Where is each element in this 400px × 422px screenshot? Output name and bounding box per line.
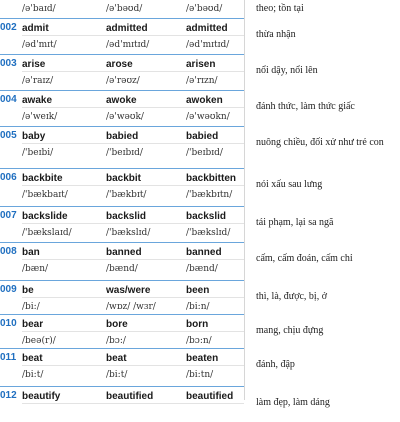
meaning: đánh, đập xyxy=(256,359,295,370)
verb-past: babied xyxy=(106,131,139,142)
table-row xyxy=(0,280,400,316)
row-number: 005 xyxy=(0,130,17,141)
ipa-pp: /bænd/ xyxy=(186,264,218,274)
table-row xyxy=(0,206,400,242)
verb-past: beautified xyxy=(106,391,154,402)
verb-base: admit xyxy=(22,23,49,34)
verb-base: backbite xyxy=(22,173,63,184)
row-top-rule xyxy=(0,168,244,169)
ipa-pp: /bɔ:n/ xyxy=(186,336,212,346)
row-mid-rule xyxy=(22,297,244,298)
row-top-rule xyxy=(0,18,244,19)
ipa-past: /bi:t/ xyxy=(106,370,128,380)
ipa-pp: /bi:n/ xyxy=(186,302,210,312)
table-row xyxy=(0,386,400,422)
ipa-pp: /'bækslɪd/ xyxy=(186,228,231,238)
ipa-pp: /'beɪbɪd/ xyxy=(186,148,223,158)
row-mid-rule xyxy=(22,259,244,260)
verb-past: banned xyxy=(106,247,142,258)
ipa-past: /ə'wəʊk/ xyxy=(106,112,144,122)
table-row xyxy=(0,126,400,162)
verb-past: beat xyxy=(106,353,127,364)
row-mid-rule xyxy=(22,35,244,36)
row-top-rule xyxy=(0,206,244,207)
row-top-rule xyxy=(0,314,244,315)
meaning: nổi dậy, nổi lên xyxy=(256,65,318,76)
row-top-rule xyxy=(0,280,244,281)
table-row xyxy=(0,168,400,204)
ipa-base: /'bækbaɪt/ xyxy=(22,190,68,200)
verb-base: beat xyxy=(22,353,43,364)
verb-base: ban xyxy=(22,247,40,258)
row-mid-rule xyxy=(22,143,244,144)
row-top-rule xyxy=(0,386,244,387)
table-row xyxy=(0,54,400,90)
meaning: tái phạm, lại sa ngã xyxy=(256,217,334,228)
table-row xyxy=(0,18,400,54)
ipa-past: /wɒz/ /wɜr/ xyxy=(106,302,156,312)
verb-base: be xyxy=(22,285,34,296)
verb-past: admitted xyxy=(106,23,148,34)
table-row-top xyxy=(0,0,400,17)
ipa-base: /ə'weɪk/ xyxy=(22,112,58,122)
ipa-base: /ə'baɪd/ xyxy=(22,4,56,14)
row-number: 008 xyxy=(0,246,17,257)
verb-past-participle: banned xyxy=(186,247,222,258)
ipa-base: /beə(r)/ xyxy=(22,336,56,346)
row-number: 003 xyxy=(0,58,17,69)
row-mid-rule xyxy=(22,365,244,366)
meaning: mang, chịu đựng xyxy=(256,325,324,336)
ipa-base: /bi:t/ xyxy=(22,370,44,380)
verb-past-participle: born xyxy=(186,319,209,330)
row-mid-rule xyxy=(22,223,244,224)
row-mid-rule xyxy=(22,185,244,186)
ipa-base: /'bækslaɪd/ xyxy=(22,228,72,238)
row-top-rule xyxy=(0,54,244,55)
ipa-base: /əd'mɪt/ xyxy=(22,40,57,50)
ipa-pp: /ə'bəʊd/ xyxy=(186,4,223,14)
meaning: theo; tồn tại xyxy=(256,3,304,14)
verb-past-participle: backslid xyxy=(186,211,227,222)
ipa-past: /'bækslɪd/ xyxy=(106,228,151,238)
verb-base: baby xyxy=(22,131,46,142)
verb-base: beautify xyxy=(22,391,61,402)
verb-past: backbit xyxy=(106,173,142,184)
table-row xyxy=(0,90,400,126)
row-number: 011 xyxy=(0,352,17,363)
verb-past-participle: admitted xyxy=(186,23,228,34)
ipa-past: /'beɪbɪd/ xyxy=(106,148,143,158)
row-mid-rule xyxy=(22,71,244,72)
row-top-rule xyxy=(0,242,244,243)
row-number: 004 xyxy=(0,94,17,105)
verb-past-participle: babied xyxy=(186,131,219,142)
verb-past-participle: been xyxy=(186,285,210,296)
row-mid-rule xyxy=(22,331,244,332)
ipa-past: /ə'rəʊz/ xyxy=(106,76,140,86)
verb-base: arise xyxy=(22,59,46,70)
row-number: 012 xyxy=(0,390,17,401)
verb-past: backslid xyxy=(106,211,147,222)
row-mid-rule xyxy=(22,107,244,108)
ipa-pp: /bi:tn/ xyxy=(186,370,214,380)
ipa-past: /'bækbɪt/ xyxy=(106,190,147,200)
verb-past: was/were xyxy=(106,285,151,296)
verb-past: bore xyxy=(106,319,128,330)
ipa-base: /bæn/ xyxy=(22,264,49,274)
row-top-rule xyxy=(0,90,244,91)
row-mid-rule xyxy=(22,403,244,404)
verb-past-participle: arisen xyxy=(186,59,216,70)
verb-past-participle: beaten xyxy=(186,353,219,364)
meaning: thì, là, được, bị, ở xyxy=(256,291,327,302)
meaning: làm đẹp, làm dáng xyxy=(256,397,330,408)
row-number: 007 xyxy=(0,210,17,221)
meaning: thừa nhận xyxy=(256,29,296,40)
meaning: cấm, cấm đoán, cấm chỉ xyxy=(256,253,353,264)
ipa-pp: /'bækbɪtn/ xyxy=(186,190,233,200)
row-number: 009 xyxy=(0,284,17,295)
verb-past-participle: backbitten xyxy=(186,173,237,184)
row-top-rule xyxy=(0,126,244,127)
verb-past-participle: awoken xyxy=(186,95,223,106)
verb-base: awake xyxy=(22,95,53,106)
table-row xyxy=(0,348,400,384)
ipa-past: /bɔ:/ xyxy=(106,336,126,346)
verb-base: bear xyxy=(22,319,44,330)
ipa-base: /bi:/ xyxy=(22,302,40,312)
verb-past: awoke xyxy=(106,95,137,106)
ipa-past: /bænd/ xyxy=(106,264,138,274)
table-row xyxy=(0,242,400,278)
meaning: đánh thức, làm thức giấc xyxy=(256,101,355,112)
verb-base: backslide xyxy=(22,211,68,222)
ipa-pp: /əd'mɪtɪd/ xyxy=(186,40,230,50)
meaning: nói xấu sau lưng xyxy=(256,179,323,190)
row-number: 002 xyxy=(0,22,17,33)
ipa-pp: /ə'wəʊkn/ xyxy=(186,112,230,122)
verb-past: arose xyxy=(106,59,133,70)
row-top-rule xyxy=(0,348,244,349)
ipa-base: /'beɪbi/ xyxy=(22,148,54,158)
row-number: 010 xyxy=(0,318,17,329)
verb-past-participle: beautified xyxy=(186,391,234,402)
ipa-past: /əd'mɪtɪd/ xyxy=(106,40,150,50)
table-row xyxy=(0,314,400,350)
ipa-past: /ə'bəʊd/ xyxy=(106,4,143,14)
meaning: nuông chiều, đối xử như trẻ con xyxy=(256,137,384,148)
row-number: 006 xyxy=(0,172,17,183)
ipa-base: /ə'raɪz/ xyxy=(22,76,54,86)
ipa-pp: /ə'rɪzn/ xyxy=(186,76,218,86)
